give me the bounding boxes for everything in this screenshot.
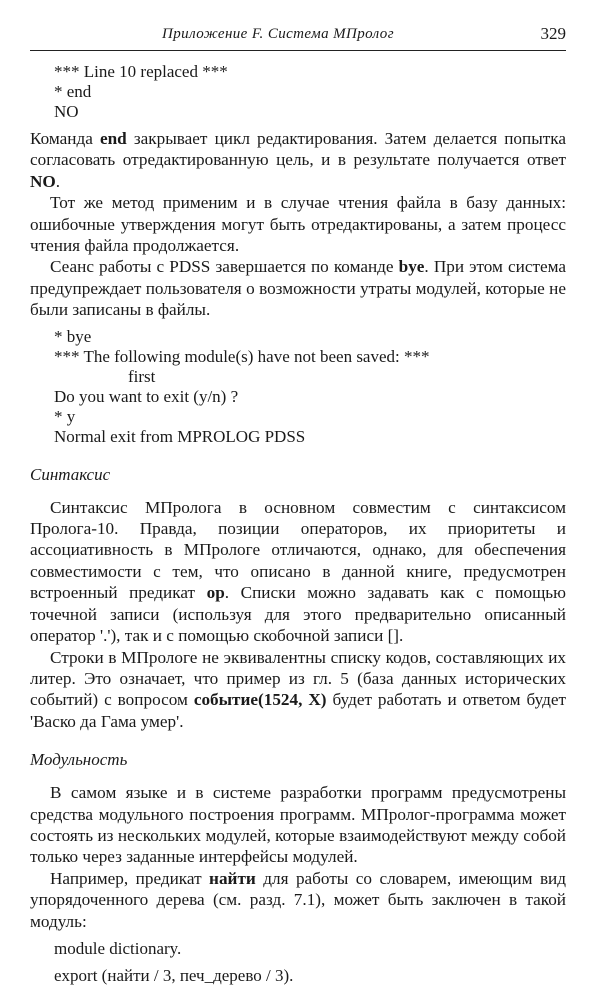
code-line: * y xyxy=(54,406,76,426)
section-title-syntax: Синтаксис xyxy=(30,464,111,484)
module-line: export (найти / 3, печ_дерево / 3). xyxy=(54,965,294,985)
code-line: *** Line 10 replaced *** xyxy=(54,62,228,81)
keyword-event-query: событие(1524, X) xyxy=(193,690,327,710)
code-line: first xyxy=(128,366,156,386)
code-line: Do you want to exit (y/n) ? xyxy=(54,386,239,406)
code-line: * end xyxy=(54,82,92,101)
code-block-edit xyxy=(30,62,566,122)
paragraph-bye-command: Сеанс работы с PDSS завершается по команде bye. При этом система предупреждает пользователя о возможности утраты модулей, которые не были записаны в файлы. xyxy=(30,257,566,320)
code-block-bye xyxy=(30,327,566,447)
paragraph-example: Например, предикат найти для работы со словарем, имеющим вид упорядоченного дерева (см. разд. 7.1), может быть заключен в такой модуль: xyxy=(30,868,567,931)
code-line: *** The following module(s) have not been saved: *** xyxy=(54,346,430,366)
code-line: Normal exit from MPROLOG PDSS xyxy=(54,426,306,446)
keyword-find: найти xyxy=(209,868,256,888)
paragraph-file-reading: Тот же метод применим и в случае чтения файла в базу данных: ошибочные утверждения могут быть отредактированы, а затем процесс чтения файла продолжается. xyxy=(30,193,566,256)
section-title-modularity: Модульность xyxy=(30,750,128,770)
keyword-no: NO xyxy=(30,171,56,191)
code-line: * bye xyxy=(54,326,92,346)
code-line: NO xyxy=(54,102,79,121)
keyword-op: ор xyxy=(206,583,225,603)
keyword-bye: bye xyxy=(398,257,425,277)
paragraph-strings: Строки в МПрологе не эквивалентны списку кодов, составляющих их литер. Это означает, что пример из гл. 5 (база данных исторических событий) с вопросом событие(1524, X) будет работать и ответом будет 'Васко да Гама умер'. xyxy=(30,647,566,731)
module-line: module dictionary. xyxy=(54,938,182,958)
page-number: 329 xyxy=(540,24,566,43)
paragraph-syntax: Синтаксис МПролога в основном совместим с синтаксисом Пролога-10. Правда, позиции операторов, их приоритеты и ассоциативность в МПрологе отличаются, однако, для обеспечения совместимости с тем, что описано в данной книге, предусмотрен встроенный предикат ор. Списки можно задавать как с помощью точечной записи (используя для этого предварительно описанный оператор '.'), так и с помощью скобочной записи []. xyxy=(30,497,566,646)
page-header xyxy=(30,24,566,51)
keyword-end: end xyxy=(99,129,127,148)
paragraph-modularity: В самом языке и в системе разработки программ предусмотрены средства модульного построения программ. МПролог-программа может состоять из нескольких модулей, которые взаимодействуют между собой только через заданные интерфейсы модулей. xyxy=(30,783,566,867)
page-content xyxy=(30,62,566,986)
running-title: Приложение F. Система МПролог xyxy=(162,26,394,42)
paragraph-end-command: Команда end закрывает цикл редактирования. Затем делается попытка согласовать отредактированную цель, и в результате получается ответ NO. xyxy=(30,129,567,191)
